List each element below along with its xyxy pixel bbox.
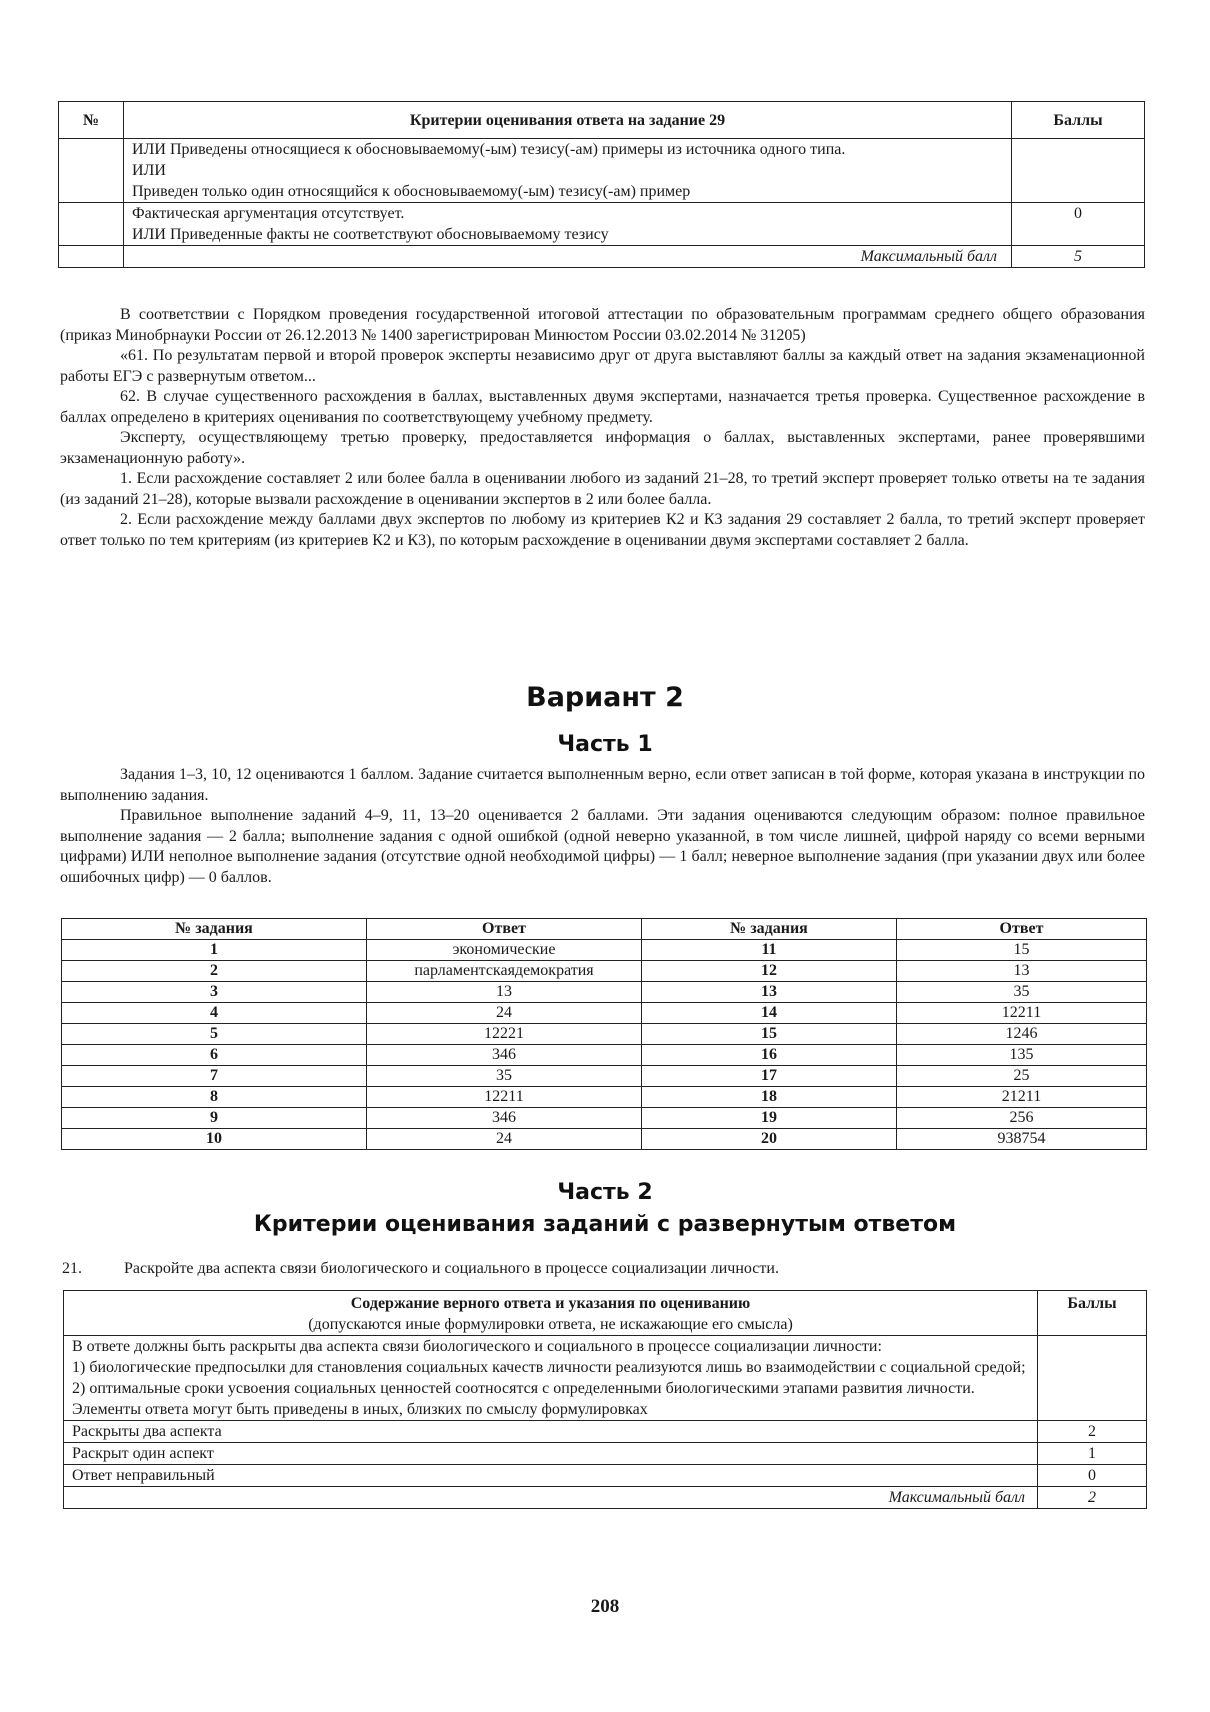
criteria-line: ИЛИ: [132, 162, 166, 179]
score-row: [64, 1465, 1147, 1487]
regulation-rule-1: 1. Если расхождение составляет 2 или более балла в оценивании любого из заданий 21–28, то третий эксперт проверяет только ответы на те задания (из заданий 21–28), которые вызвали расхождение в оценивании экспертов в 2 или более балла.: [60, 470, 1145, 508]
task-number-cell: 7: [62, 1066, 367, 1087]
score-points: 2: [1038, 1421, 1147, 1443]
task-number-cell: 17: [642, 1066, 897, 1087]
part1-paragraph-2: Правильное выполнение заданий 4–9, 11, 13–20 оценивается 2 баллами. Эти задания оцениваются следующим образом: полное правильное выполнение задания — 2 балла; выполнение задания с одной ошибкой (одной неверно указанной, в том числе лишней, цифрой наряду со всеми верными цифрами) ИЛИ неполное выполнение задания (отсутствие одной необходимой цифры) — 1 балл; неверное выполнение задания (при указании двух или более ошибочных цифр) — 0 баллов.: [60, 807, 1145, 886]
table-row: [59, 203, 1145, 246]
part2-subtitle: Критерии оценивания заданий с развернутым ответом: [253, 1212, 957, 1237]
table-header-row: [64, 1291, 1147, 1336]
task-number-cell: 5: [62, 1024, 367, 1045]
answer-cell: 135: [897, 1045, 1147, 1066]
table-row: [62, 1129, 1147, 1150]
table-row: [62, 961, 1147, 982]
table-row: [62, 1003, 1147, 1024]
answer-cell: 35: [367, 1066, 642, 1087]
score-row: [64, 1421, 1147, 1443]
column-header-answer: Ответ: [897, 919, 1147, 940]
task-number-cell: 19: [642, 1108, 897, 1129]
table-row: [62, 1045, 1147, 1066]
content-line: 1) биологические предпосылки для становления социальных качеств личности реализуются лишь во взаимодействии с социальной средой;: [72, 1359, 1026, 1376]
table-row: [62, 940, 1147, 961]
regulation-rule-2: 2. Если расхождение между баллами двух экспертов по любому из критериев К2 и К3 задания 29 составляет 2 балла, то третий эксперт проверяет ответ только по тем критериям (из критериев К2 и К3), по которым расхождение в оценивании двумя экспертами составляет 2 балла.: [60, 511, 1145, 549]
answer-cell: 24: [367, 1003, 642, 1024]
task-21-question: [62, 1260, 779, 1278]
task-number-cell: 15: [642, 1024, 897, 1045]
max-score-row: [64, 1487, 1147, 1509]
score-label: Раскрыты два аспекта: [64, 1421, 1038, 1443]
part2-title: Часть 2: [557, 1180, 653, 1205]
table-row: [62, 1066, 1147, 1087]
answer-cell: 35: [897, 982, 1147, 1003]
header-main: Содержание верного ответа и указания по оцениванию: [350, 1295, 751, 1312]
task-number-cell: 8: [62, 1087, 367, 1108]
points-cell: 0: [1012, 203, 1145, 246]
points-cell: [1038, 1336, 1147, 1421]
content-line: В ответе должны быть раскрыты два аспекта связи биологического и социального в процессе социализации личности:: [72, 1338, 882, 1355]
header-sub: (допускаются иные формулировки ответа, не искажающие его смысла): [308, 1316, 793, 1333]
task-number-cell: 2: [62, 961, 367, 982]
task-number-cell: 14: [642, 1003, 897, 1024]
answer-cell: 13: [897, 961, 1147, 982]
column-header-points: Баллы: [1012, 102, 1145, 139]
task-number-cell: 13: [642, 982, 897, 1003]
answer-cell: экономические: [367, 940, 642, 961]
part1-text: [60, 765, 1145, 888]
max-score-row: [59, 246, 1145, 268]
table-row: [62, 1108, 1147, 1129]
points-cell: [1012, 139, 1145, 203]
regulation-expert: Эксперту, осуществляющему третью проверку, предоставляется информация о баллах, выставленных экспертами, ранее проверявшими экзаменационную работу».: [60, 429, 1145, 467]
task-number-cell: 9: [62, 1108, 367, 1129]
column-header-num: №: [59, 102, 124, 139]
regulation-p61: «61. По результатам первой и второй проверок эксперты независимо друг от друга выставляют баллы за каждый ответ на задания экзаменационной работы ЕГЭ с развернутым ответом...: [60, 347, 1145, 385]
answer-cell: 346: [367, 1045, 642, 1066]
table-row: [62, 1087, 1147, 1108]
task-number-cell: 18: [642, 1087, 897, 1108]
row-num: [59, 246, 124, 268]
column-header-answer: Ответ: [367, 919, 642, 940]
max-score-value: 2: [1038, 1487, 1147, 1509]
answer-content-cell: [64, 1336, 1038, 1421]
column-header-task-num: № задания: [62, 919, 367, 940]
criteria-line: Приведен только один относящийся к обосновываемому(-ым) тезису(-ам) пример: [132, 183, 691, 200]
score-label: Раскрыт один аспект: [64, 1443, 1038, 1465]
table-header-row: [62, 919, 1147, 940]
criteria-cell: [124, 139, 1012, 203]
answer-cell: 346: [367, 1108, 642, 1129]
column-header-content: [64, 1291, 1038, 1336]
max-score-label: Максимальный балл: [64, 1487, 1038, 1509]
variant-title: Вариант 2: [526, 682, 684, 713]
task-number-cell: 20: [642, 1129, 897, 1150]
criteria-line: ИЛИ Приведенные факты не соответствуют обосновываемому тезису: [132, 226, 609, 243]
answers-table-body: [62, 940, 1147, 1150]
criteria-line: ИЛИ Приведены относящиеся к обосновываемому(-ым) тезису(-ам) примеры из источника одного типа.: [132, 141, 846, 158]
part1-paragraph-1: Задания 1–3, 10, 12 оцениваются 1 баллом. Задание считается выполненным верно, если ответ записан в той форме, которая указана в инструкции по выполнению задания.: [60, 766, 1145, 804]
answer-cell: 15: [897, 940, 1147, 961]
content-line: Элементы ответа могут быть приведены в иных, близких по смыслу формулировках: [72, 1401, 648, 1418]
task-number-cell: 12: [642, 961, 897, 982]
row-num: [59, 203, 124, 246]
criteria-cell: [124, 203, 1012, 246]
answer-cell: 12211: [897, 1003, 1147, 1024]
score-label: Ответ неправильный: [64, 1465, 1038, 1487]
task-number-cell: 1: [62, 940, 367, 961]
table-row: [62, 982, 1147, 1003]
max-score-value: 5: [1012, 246, 1145, 268]
part1-title: Часть 1: [557, 732, 653, 757]
answer-cell: 938754: [897, 1129, 1147, 1150]
table-row: [62, 1024, 1147, 1045]
score-points: 1: [1038, 1443, 1147, 1465]
answer-cell: 25: [897, 1066, 1147, 1087]
task-text: Раскройте два аспекта связи биологического и социального в процессе социализации личности.: [124, 1260, 779, 1277]
criteria-line: Фактическая аргументация отсутствует.: [132, 205, 405, 222]
regulation-text: [60, 305, 1145, 551]
answer-cell: 12211: [367, 1087, 642, 1108]
criteria-table-21: [63, 1290, 1147, 1509]
task-number-cell: 4: [62, 1003, 367, 1024]
answer-cell: 12221: [367, 1024, 642, 1045]
answers-table: [61, 918, 1147, 1150]
answer-cell: 24: [367, 1129, 642, 1150]
answer-cell: 13: [367, 982, 642, 1003]
task-number-cell: 6: [62, 1045, 367, 1066]
content-row: [64, 1336, 1147, 1421]
task-number-cell: 16: [642, 1045, 897, 1066]
criteria-table-29: [58, 101, 1145, 268]
answer-cell: парламентскаядемократия: [367, 961, 642, 982]
answer-cell: 256: [897, 1108, 1147, 1129]
answer-cell: 21211: [897, 1087, 1147, 1108]
task-number-cell: 11: [642, 940, 897, 961]
column-header-task-num: № задания: [642, 919, 897, 940]
task-number-cell: 3: [62, 982, 367, 1003]
column-header-points: Баллы: [1038, 1291, 1147, 1336]
content-line: 2) оптимальные сроки усвоения социальных ценностей соотносятся с определенными биологическими этапами развития личности.: [72, 1380, 975, 1397]
page-number: 208: [590, 1596, 620, 1617]
score-row: [64, 1443, 1147, 1465]
max-score-label: Максимальный балл: [124, 246, 1012, 268]
column-header-criteria: Критерии оценивания ответа на задание 29: [124, 102, 1012, 139]
row-num: [59, 139, 124, 203]
answer-cell: 1246: [897, 1024, 1147, 1045]
score-points: 0: [1038, 1465, 1147, 1487]
table-row: [59, 139, 1145, 203]
task-number-cell: 10: [62, 1129, 367, 1150]
task-number: 21.: [62, 1260, 82, 1277]
regulation-p62: 62. В случае существенного расхождения в баллах, выставленных двумя экспертами, назначается третья проверка. Существенное расхождение в баллах определено в критериях оценивания по соответствующему учебному предмету.: [60, 388, 1145, 426]
table-header-row: [59, 102, 1145, 139]
regulation-intro: В соответствии с Порядком проведения государственной итоговой аттестации по образовательным программам среднего общего образования (приказ Минобрнауки России от 26.12.2013 № 1400 зарегистрирован Минюстом России 03.02.2014 № 31205): [60, 306, 1145, 344]
